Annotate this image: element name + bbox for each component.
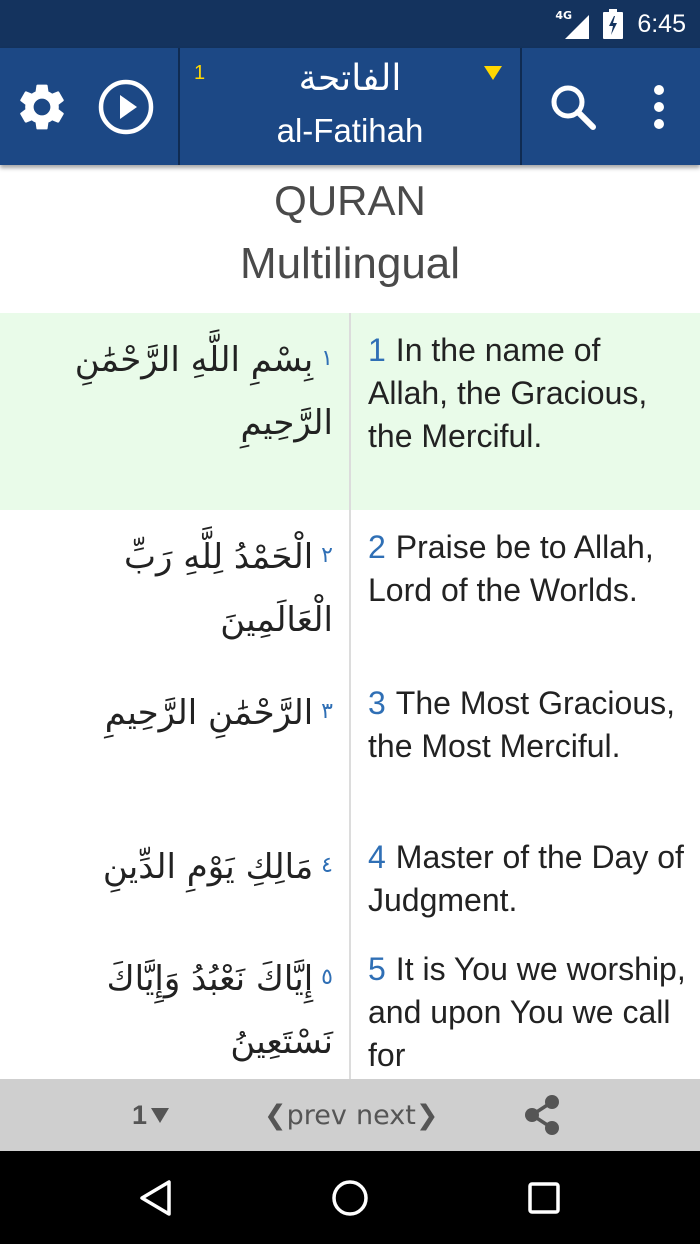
surah-arabic-name: الفاتحة	[298, 58, 402, 99]
search-button[interactable]	[540, 48, 606, 165]
arabic-verse	[33, 327, 333, 455]
arabic-verse-text: الْحَمْدُ لِلَّهِ رَبِّ الْعَالَمِينَ	[124, 537, 333, 640]
recents-button[interactable]	[499, 1151, 589, 1244]
arabic-verse-text: بِسْمِ اللَّهِ الرَّحْمَٰنِ الرَّحِيمِ	[74, 340, 333, 443]
translation-cell	[351, 932, 700, 1079]
translation-cell	[351, 666, 700, 820]
translation-verse	[368, 836, 686, 922]
clock: 6:45	[637, 9, 686, 38]
app-toolbar	[0, 48, 700, 165]
verse-number: 5	[368, 951, 386, 987]
arabic-verse-text: إِيَّاكَ نَعْبُدُ وَإِيَّاكَ نَسْتَعِينُ	[106, 959, 333, 1062]
verse-number: 1	[368, 332, 386, 368]
translation-text: The Most Gracious, the Most Merciful.	[368, 685, 675, 764]
bottom-bar	[0, 1079, 700, 1151]
translation-verse	[368, 329, 686, 458]
battery-icon	[603, 9, 623, 39]
prev-button[interactable]: ❮prev	[264, 1099, 347, 1131]
arabic-cell	[0, 666, 349, 820]
more-vertical-icon	[651, 83, 667, 131]
arabic-verse	[33, 680, 333, 745]
settings-button[interactable]	[10, 48, 74, 165]
arabic-verse-number: ١	[321, 346, 333, 371]
translation-verse	[368, 682, 686, 768]
toolbar-divider	[520, 48, 522, 165]
app-heading	[0, 165, 700, 313]
dropdown-arrow-icon	[151, 1108, 169, 1123]
play-circle-icon	[97, 78, 155, 136]
back-triangle-icon	[138, 1179, 174, 1217]
arabic-cell	[0, 932, 349, 1079]
arabic-verse-text: مَالِكِ يَوْمِ الدِّينِ	[102, 847, 314, 887]
arabic-verse-number: ٤	[321, 853, 333, 878]
arabic-cell	[0, 313, 349, 510]
share-icon	[522, 1093, 562, 1137]
dropdown-arrow-icon	[484, 66, 502, 80]
cell-signal-icon	[555, 9, 589, 39]
network-type: 4G	[555, 9, 573, 22]
share-button[interactable]	[522, 1079, 562, 1151]
arabic-cell	[0, 820, 349, 932]
verse-number: 3	[368, 685, 386, 721]
column-divider	[349, 313, 351, 1079]
status-icons	[555, 0, 686, 48]
heading-title: QURAN	[274, 177, 426, 224]
search-icon	[547, 81, 599, 133]
translation-cell	[351, 510, 700, 666]
back-button[interactable]	[111, 1151, 201, 1244]
system-nav-bar	[0, 1151, 700, 1244]
surah-selector[interactable]	[180, 48, 520, 165]
translation-text: Praise be to Allah, Lord of the Worlds.	[368, 529, 654, 608]
arabic-cell	[0, 510, 349, 666]
gear-icon	[14, 79, 70, 135]
arabic-verse-number: ٥	[321, 965, 333, 990]
translation-text: In the name of Allah, the Gracious, the Merciful.	[368, 332, 648, 454]
arabic-verse	[33, 946, 333, 1074]
verse-number: 2	[368, 529, 386, 565]
arabic-verse	[33, 834, 333, 899]
arabic-verse-number: ٢	[321, 543, 333, 568]
home-circle-icon	[330, 1178, 370, 1218]
translation-cell	[351, 820, 700, 932]
translation-verse	[368, 526, 686, 612]
home-button[interactable]	[305, 1151, 395, 1244]
overflow-menu-button[interactable]	[630, 48, 688, 165]
surah-number: 1	[194, 62, 206, 84]
play-button[interactable]	[94, 48, 158, 165]
translation-text: It is You we worship, and upon You we call for	[368, 951, 686, 1073]
arabic-verse	[33, 524, 333, 652]
next-button[interactable]: next❯	[356, 1099, 439, 1131]
translation-text: Master of the Day of Judgment.	[368, 839, 684, 918]
status-bar	[0, 0, 700, 48]
translation-verse	[368, 948, 686, 1077]
verse-list[interactable]	[0, 313, 700, 1079]
heading-subtitle: Multilingual	[239, 239, 461, 288]
ayah-number: 1	[132, 1099, 148, 1130]
recents-square-icon	[527, 1181, 561, 1215]
ayah-picker[interactable]	[132, 1079, 169, 1151]
arabic-verse-text: الرَّحْمَٰنِ الرَّحِيمِ	[104, 693, 314, 733]
surah-latin-name: al-Fatihah	[276, 112, 424, 149]
verse-number: 4	[368, 839, 386, 875]
arabic-verse-number: ٣	[321, 699, 333, 724]
translation-cell	[351, 313, 700, 510]
